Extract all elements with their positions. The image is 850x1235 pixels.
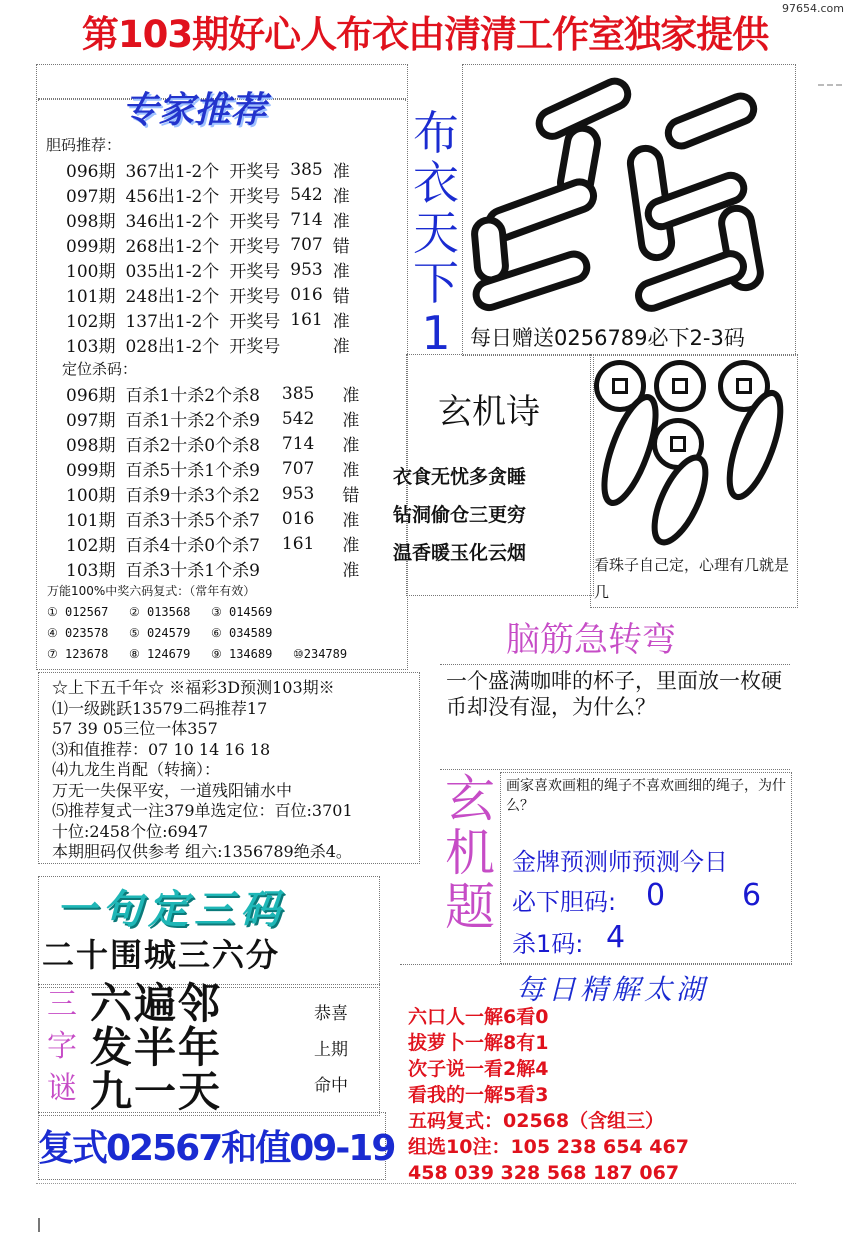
- yiju-title: 一句定三码: [56, 887, 286, 933]
- sanzimi-line: 发半年: [90, 1023, 223, 1072]
- digit-2-stroke-left: [473, 219, 506, 281]
- xuanjiti-char: 玄: [445, 770, 495, 828]
- dan-cell: 367出1-2个: [125, 162, 220, 182]
- buyi-char: 天: [413, 206, 459, 260]
- buyi-char: 衣: [413, 156, 459, 210]
- dan-cell: 开奖号: [229, 237, 281, 257]
- kill-cell: 542: [281, 408, 315, 429]
- coin-digits-value: 0999: [790, 550, 793, 551]
- dan-cell: 开奖号: [229, 187, 281, 207]
- combo-item: ④ 023578: [47, 626, 109, 640]
- dan-cell: 346出1-2个: [125, 212, 220, 232]
- taihu-line: 拔萝卜一解8有1: [408, 1032, 549, 1054]
- congrats-line: 命中: [314, 1076, 348, 1096]
- kill-cell: [270, 556, 324, 581]
- dan-cell: 102期: [66, 312, 116, 332]
- taihu-lines: [408, 1004, 689, 1186]
- combo-item: ⑥ 034589: [211, 626, 273, 640]
- combo-item: ⑤ 024579: [129, 626, 191, 640]
- xuanjiti-char: 题: [445, 878, 495, 936]
- kill-table: [66, 381, 369, 581]
- page-bottom-rule: [36, 1183, 796, 1184]
- kill-cell: 准: [342, 461, 360, 481]
- kill-cell: 385: [281, 383, 315, 404]
- xuanji-poem: [393, 458, 526, 572]
- kill-cell: 准: [342, 511, 360, 531]
- dan-cell: 097期: [66, 187, 116, 207]
- coin-caption: 看珠子自己定，心理有几就是几: [594, 556, 790, 601]
- sanzimi-char: 三: [47, 987, 77, 1022]
- fushi-text: 复式02567和值09-19: [38, 1128, 395, 1169]
- prediction-line: ⑷九龙生肖配（转摘）：: [52, 760, 221, 779]
- sanzimi-char: 谜: [47, 1071, 77, 1106]
- dan-cell: 137出1-2个: [125, 312, 220, 332]
- kill-cell: 百杀1十杀2个杀8: [125, 386, 260, 406]
- kill-cell: 准: [342, 536, 360, 556]
- kill-one-value: 4: [606, 920, 626, 955]
- prediction-line: 万无一失保平安，一道残阳铺水中: [52, 780, 293, 800]
- kill-row: [66, 456, 369, 481]
- congrats-line: 上期: [314, 1040, 348, 1060]
- digit-6-stroke-top: [664, 92, 757, 150]
- kill-cell: 102期: [66, 536, 116, 556]
- dan-cell: 开奖号: [229, 287, 281, 307]
- coin-tails-graphic: [590, 360, 790, 550]
- kill-row: [66, 506, 369, 531]
- prediction-line: ⑶和值推荐：07 10 14 16 18: [52, 739, 271, 759]
- kill-cell: 100期: [66, 486, 116, 506]
- kill-cell: 百杀9十杀3个杀2: [125, 486, 260, 506]
- dan-cell: 准: [332, 312, 350, 332]
- dan-cell: 准: [332, 212, 350, 232]
- prediction-line: ⑸推荐复式一注379单选定位：百位:3701: [52, 801, 353, 820]
- kill-row: [66, 556, 369, 581]
- dan-label: 胆码推荐：: [46, 136, 122, 154]
- dan-cell: 028出1-2个: [125, 337, 220, 357]
- taihu-line: 看我的一解5看3: [408, 1084, 549, 1106]
- kill-cell: 百杀3十杀5个杀7: [125, 511, 260, 531]
- combo-item: ⑦ 123678: [47, 647, 109, 661]
- combo-item: ② 013568: [129, 605, 191, 619]
- prediction-line: ⑴一级跳跃13579二码推荐17: [52, 698, 268, 718]
- combo-grid: [47, 602, 377, 665]
- watermark[interactable]: 97654.com: [782, 2, 844, 15]
- sanzimi-vertical: [40, 984, 84, 1110]
- naojin-question: 一个盛满咖啡的杯子，里面放一枚硬币却没有湿，为什么？: [446, 669, 782, 719]
- kill-cell: 准: [342, 436, 360, 456]
- kill-cell: 099期: [66, 461, 116, 481]
- dan-cell: 开奖号: [229, 212, 281, 232]
- kill-cell: 准: [342, 411, 360, 431]
- big-number-value: 26: [730, 300, 732, 301]
- buyi-char: 布: [413, 106, 459, 160]
- dan-cell: 准: [332, 337, 350, 357]
- dan-cell: 953: [290, 259, 323, 280]
- prediction-lines: [52, 678, 418, 863]
- dan-cell: 101期: [66, 287, 116, 307]
- window-controls-icon: [818, 84, 842, 92]
- buyi-char: 下: [413, 256, 459, 310]
- expert-title: 专家推荐: [122, 90, 267, 131]
- kill-cell: 103期: [66, 561, 116, 581]
- dan-must-value-2: 6: [742, 878, 762, 913]
- combo-item: ③ 014569: [211, 605, 273, 619]
- xuanjiti-char: 机: [445, 824, 495, 882]
- dan-cell: 035出1-2个: [125, 262, 220, 282]
- dan-cell: 准: [332, 162, 350, 182]
- buyi-vertical: [408, 108, 464, 358]
- kill-cell: 096期: [66, 386, 116, 406]
- dan-cell: 错: [332, 287, 350, 307]
- dan-row: [66, 232, 360, 257]
- kill-row: [66, 531, 369, 556]
- taihu-line: 次子说一看2解4: [408, 1058, 549, 1080]
- xuanji-title: 玄机诗: [438, 392, 540, 432]
- daily-gift: 每日赠送0256789必下2-3码: [470, 326, 745, 350]
- prediction-line: 本期胆码仅供参考 组六:1356789绝杀4。: [52, 842, 352, 861]
- dan-cell: 161: [290, 309, 323, 330]
- kill-cell: 714: [281, 433, 315, 454]
- kill-row: [66, 431, 369, 456]
- combo-item: ⑧ 124679: [129, 647, 191, 661]
- dan-cell: 248出1-2个: [125, 287, 220, 307]
- gold-title: 金牌预测师预测今日: [512, 848, 728, 876]
- dan-cell: 542: [290, 184, 323, 205]
- congrats: [314, 996, 348, 1104]
- poem-line: 衣食无忧多贪睡: [393, 466, 527, 488]
- combo-item: ① 012567: [47, 605, 109, 619]
- kill-cell: 百杀2十杀0个杀8: [125, 436, 260, 456]
- page-title: 第103期好心人布衣由清清工作室独家提供: [81, 13, 769, 56]
- kill-cell: 准: [342, 561, 360, 581]
- kill-cell: 101期: [66, 511, 116, 531]
- kill-row: [66, 481, 369, 506]
- dan-cell: 016: [290, 284, 323, 305]
- dan-row: [66, 282, 360, 307]
- dan-cell: 准: [332, 187, 350, 207]
- taihu-line: 五码复式：02568（含组三）: [408, 1110, 665, 1132]
- poem-line: 钻洞偷仓三更穷: [393, 504, 527, 526]
- dan-row: [66, 182, 360, 207]
- dan-cell: 456出1-2个: [125, 187, 220, 207]
- kill-cell: 百杀4十杀0个杀7: [125, 536, 260, 556]
- prediction-line: 十位:2458个位:6947: [52, 821, 209, 841]
- big-26-graphic: [466, 68, 786, 318]
- dan-cell: 098期: [66, 212, 116, 232]
- kill-cell: 016: [281, 508, 315, 529]
- kill-cell: 百杀5十杀1个杀9: [125, 461, 260, 481]
- naojin-title: 脑筋急转弯: [506, 620, 676, 660]
- dan-row: [66, 207, 360, 232]
- dan-cell: 准: [332, 262, 350, 282]
- yiju-phrase: 二十围城三六分: [42, 936, 281, 974]
- taihu-title: 每日精解太湖: [516, 973, 709, 1006]
- dan-cell: 099期: [66, 237, 116, 257]
- sanzimi-line: 六遍邻: [90, 979, 223, 1028]
- taihu-line: 458 039 328 568 187 067: [408, 1162, 680, 1184]
- kill-cell: 百杀1十杀2个杀9: [125, 411, 260, 431]
- dan-cell: 开奖号: [229, 262, 281, 282]
- dan-row: [66, 257, 360, 282]
- dan-cell: 开奖号: [229, 337, 281, 357]
- dan-cell: [290, 332, 332, 357]
- sanzimi-char: 字: [47, 1029, 77, 1064]
- sanzimi-line: 九一天: [90, 1067, 223, 1116]
- dan-row: [66, 157, 360, 182]
- dan-row: [66, 332, 360, 357]
- dan-cell: 103期: [66, 337, 116, 357]
- corner-mark: [38, 1218, 40, 1232]
- dan-cell: 268出1-2个: [125, 237, 220, 257]
- dan-cell: 096期: [66, 162, 116, 182]
- combo-label: 万能100%中奖六码复式：（常年有效）: [47, 584, 256, 598]
- dan-table: [66, 157, 360, 357]
- kill-cell: 错: [342, 486, 360, 506]
- kill-cell: 161: [281, 533, 315, 554]
- congrats-line: 恭喜: [314, 1004, 348, 1024]
- kill-cell: 953: [281, 483, 315, 504]
- dan-cell: 开奖号: [229, 312, 281, 332]
- xuanjiti-vertical: [442, 772, 498, 934]
- kill-one-label: 杀1码:: [512, 930, 584, 958]
- buyi-char: 1: [421, 306, 451, 360]
- dan-cell: 707: [290, 234, 323, 255]
- dan-must-label: 必下胆码:: [512, 888, 617, 916]
- combo-item: ⑨ 134689: [211, 647, 273, 661]
- dan-cell: 714: [290, 209, 323, 230]
- kill-cell: 098期: [66, 436, 116, 456]
- kill-row: [66, 406, 369, 431]
- dan-cell: 错: [332, 237, 350, 257]
- kill-cell: 百杀3十杀1个杀9: [125, 561, 260, 581]
- kill-cell: 707: [281, 458, 315, 479]
- dan-cell: 开奖号: [229, 162, 281, 182]
- xuanjiti-question: 画家喜欢画粗的绳子不喜欢画细的绳子，为什么？: [506, 778, 786, 814]
- kill-cell: 准: [342, 386, 360, 406]
- poem-line: 温香暖玉化云烟: [393, 542, 527, 564]
- kill-label: 定位杀码：: [62, 360, 138, 378]
- dan-cell: 385: [290, 159, 323, 180]
- taihu-line: 组选10注：105 238 654 467: [408, 1136, 689, 1158]
- sanzimi-lines: [90, 979, 223, 1116]
- dan-row: [66, 307, 360, 332]
- kill-row: [66, 381, 369, 406]
- taihu-line: 六口人一解6看0: [408, 1006, 549, 1028]
- prediction-line: ☆上下五千年☆ ※福彩3D预测103期※: [52, 678, 335, 697]
- prediction-line: 57 39 05三位一体357: [52, 719, 218, 738]
- kill-cell: 097期: [66, 411, 116, 431]
- combo-item: ⑩234789: [293, 647, 348, 661]
- dan-cell: 100期: [66, 262, 116, 282]
- dan-must-value-1: 0: [646, 878, 666, 913]
